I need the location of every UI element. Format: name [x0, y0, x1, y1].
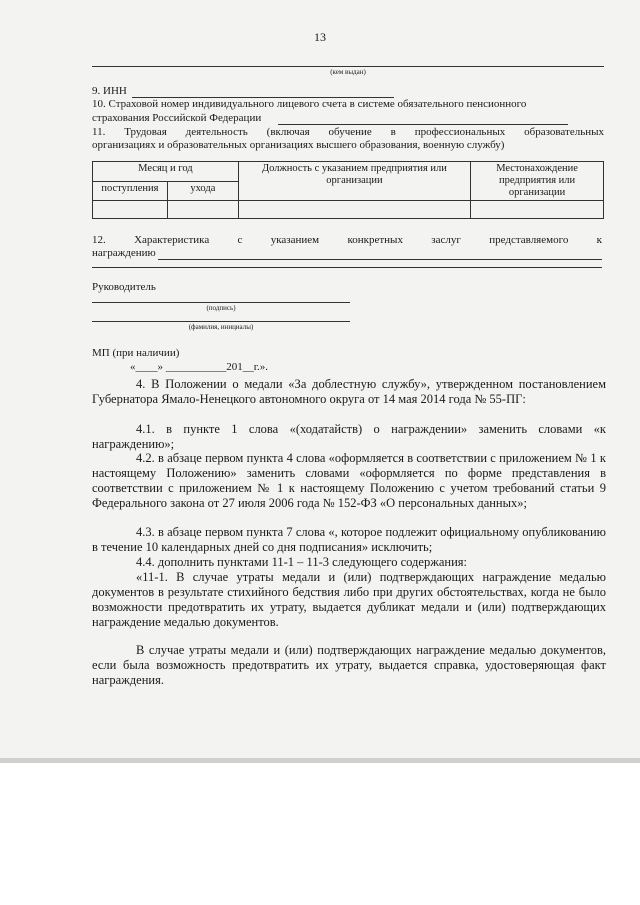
th-position: Должность с указанием предприятия или организации	[238, 162, 470, 201]
th-month-year: Месяц и год	[93, 162, 239, 182]
paragraph-4-4: 4.4. дополнить пунктами 11-1 – 11-3 следующего содержания:	[136, 555, 467, 569]
issued-by-caption: (кем выдан)	[330, 68, 366, 76]
characteristic-line-1: 12. Характеристика с указанием конкретных заслуг представляемого к	[92, 234, 602, 246]
table-cell	[238, 201, 470, 219]
paragraph-4-3: 4.3. в абзаце первом пункта 7 слова «, которое подлежит официальному опубликованию в течение 10 календарных дней со дня подписания» исключить;	[92, 525, 606, 554]
labor-line-2: организациях и образовательных организациях высшего образования, военную службу)	[92, 139, 505, 151]
signature-line	[92, 302, 350, 303]
paragraph-11-1: «11-1. В случае утраты медали и (или) подтверждающих награждение медалью документов в результате стихийного бедствия либо при других обстоятельствах, когда не было возможности предотвратить их утрату, выдается дубликат медали и (или) подтверждающих награждение медалью документов.	[92, 570, 606, 629]
snils-line	[278, 124, 568, 125]
snils-line-1: 10. Страховой номер индивидуального лицевого счета в системе обязательного пенсионного	[92, 98, 527, 110]
paragraph-4: 4. В Положении о медали «За доблестную службу», утвержденном постановлением Губернатора Ямало-Ненецкого автономного округа от 14 мая 2014 года № 55-ПГ:	[92, 377, 606, 406]
inn-label: 9. ИНН	[92, 85, 127, 97]
issued-by-line	[92, 66, 604, 67]
name-line	[92, 321, 350, 322]
page-number: 13	[314, 30, 326, 44]
date-line: «____» ___________201__г.».	[130, 361, 269, 373]
paragraph-4-2: 4.2. в абзаце первом пункта 4 слова «оформляется в соответствии с приложением № 1 к настоящему Положению» заменить словами «оформляется по форме представления в соответствии с приложением № 1 к настоящему Положению с учетом требований статьи 9 Федерального закона от 27 июля 2006 года № 152-ФЗ «О персональных данных»;	[92, 451, 606, 510]
th-entry: поступления	[93, 182, 168, 201]
paragraph-4-1: 4.1. в пункте 1 слова «(ходатайств) о награждении» заменить словами «к награждению»;	[92, 422, 606, 451]
table-cell	[471, 201, 604, 219]
table-cell	[167, 201, 238, 219]
characteristic-line-a	[158, 259, 602, 260]
characteristic-line-2: награждению	[92, 247, 156, 259]
signature-caption: (подпись)	[206, 304, 236, 312]
employment-table	[92, 161, 604, 219]
manager-label: Руководитель	[92, 281, 156, 293]
characteristic-line-b	[92, 267, 602, 268]
th-location: Местонахождение предприятия или организации	[471, 162, 604, 201]
name-caption: (фамилия, инициалы)	[188, 323, 254, 331]
table-cell	[93, 201, 168, 219]
snils-line-2: страхования Российской Федерации	[92, 112, 262, 124]
stamp-label: МП (при наличии)	[92, 347, 180, 359]
labor-line-1: 11. Трудовая деятельность (включая обучение в профессиональных образовательных	[92, 126, 604, 138]
th-exit: ухода	[167, 182, 238, 201]
paragraph-11-1-b: В случае утраты медали и (или) подтверждающих награждение медалью документов, если была возможность предотвратить их утрату, выдается справка, удостоверяющая факт награждения.	[92, 643, 606, 687]
scan-edge	[0, 758, 640, 763]
